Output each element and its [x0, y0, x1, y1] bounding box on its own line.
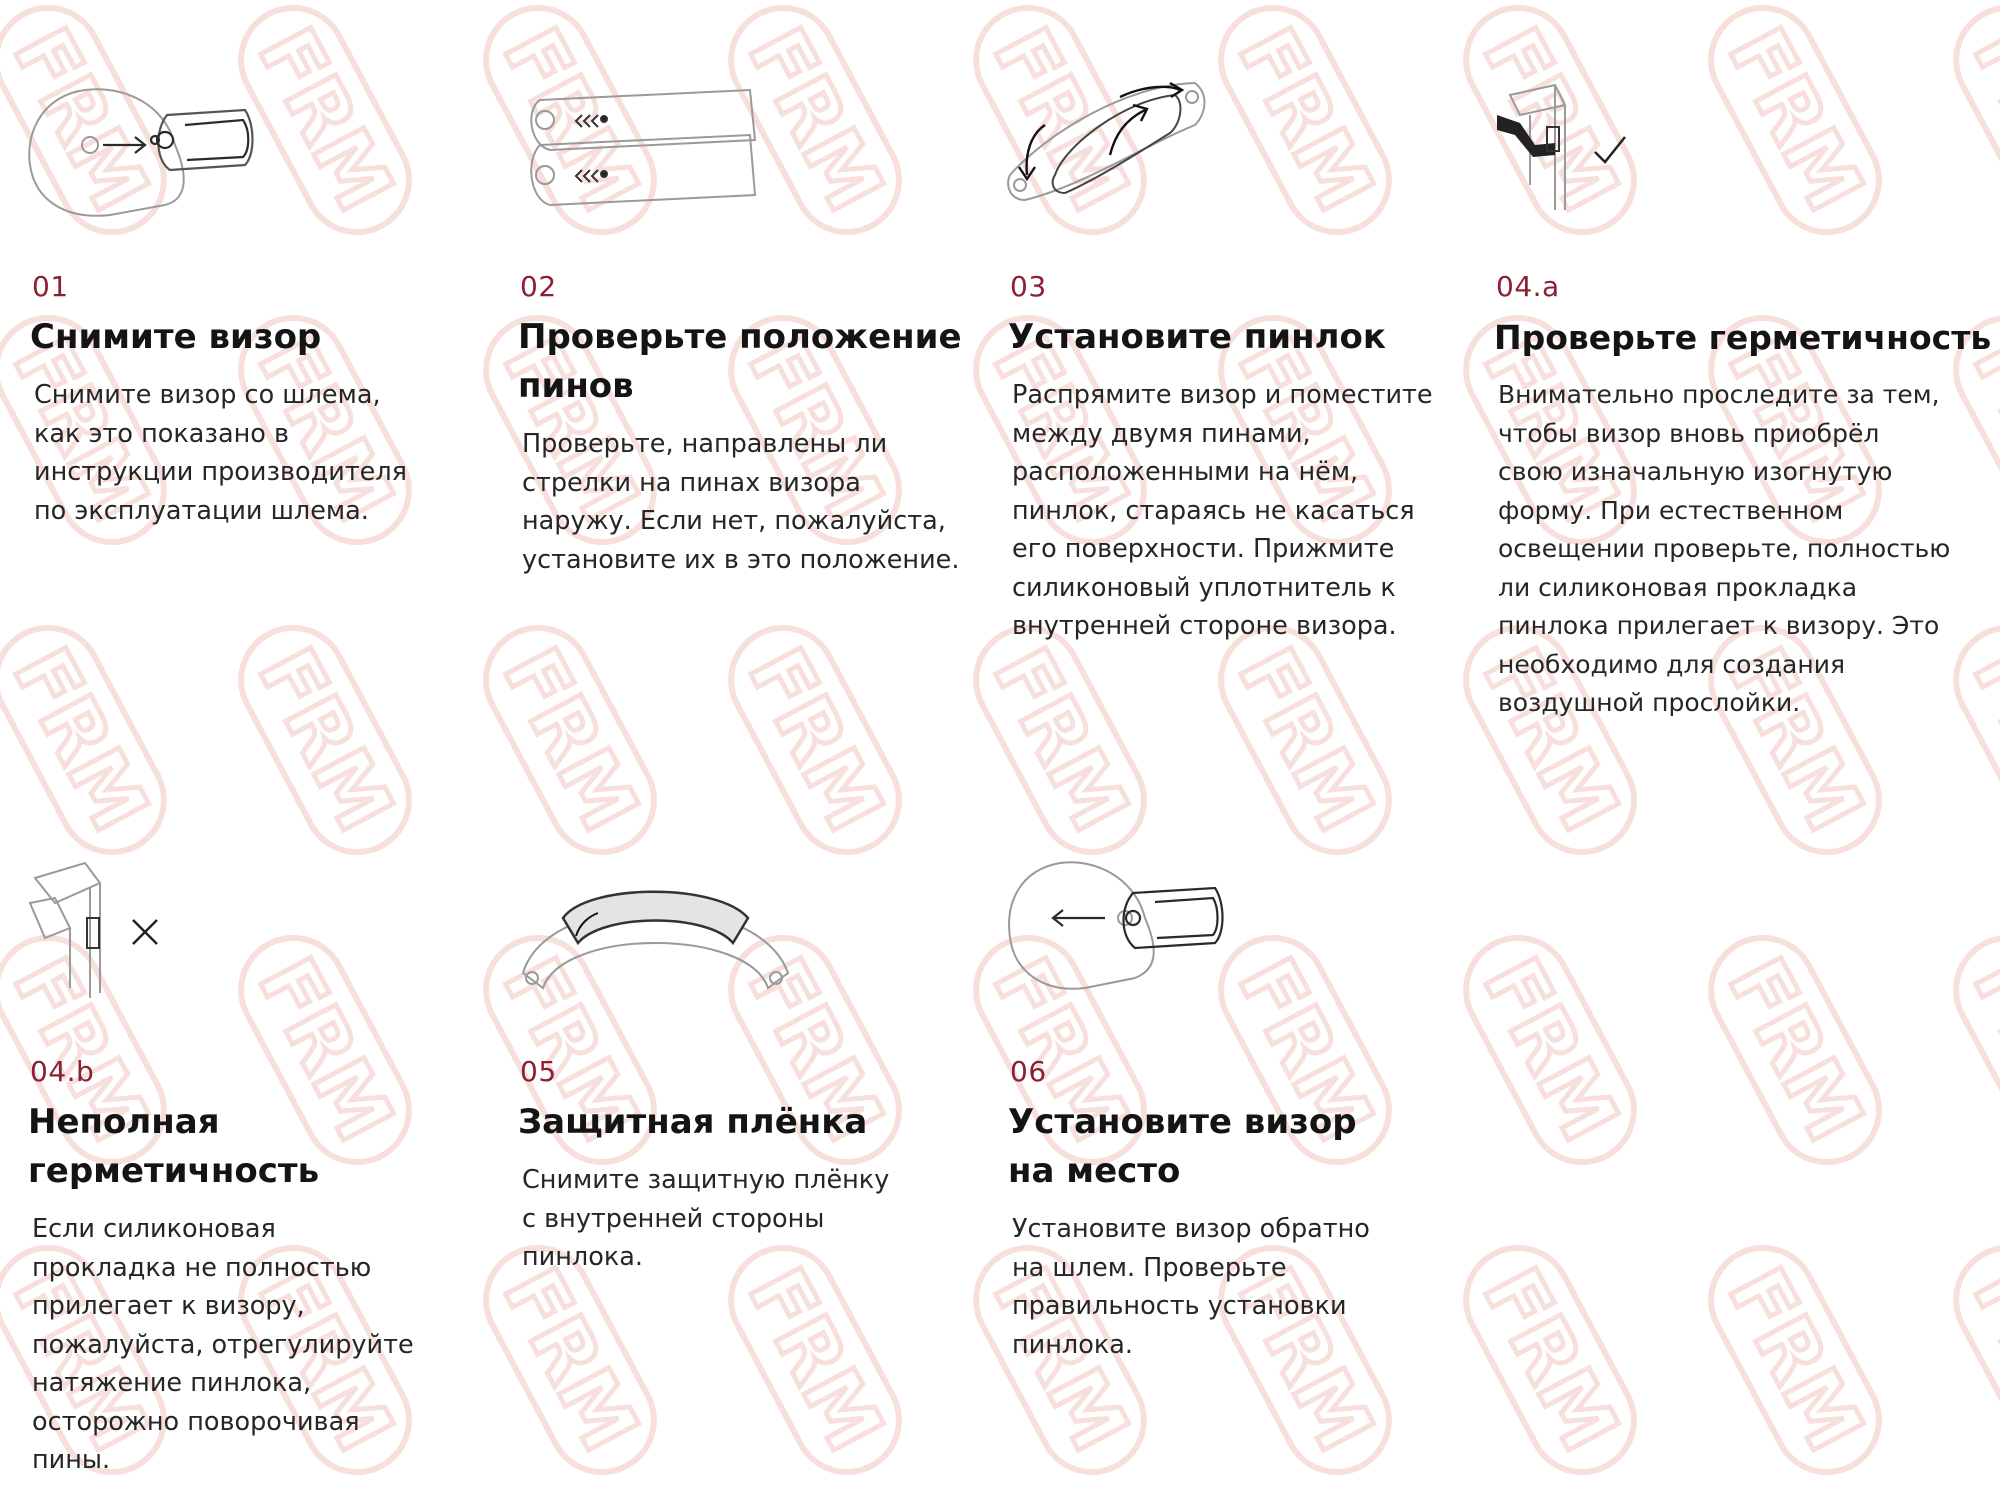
- desc-line: на шлем. Проверьте: [1012, 1252, 1287, 1283]
- visor-pins-arrows-icon: [520, 85, 760, 215]
- desc-line: наружу. Если нет, пожалуйста,: [522, 506, 946, 536]
- step-title: [30, 313, 470, 362]
- step-title: [28, 1098, 468, 1196]
- step-05: [518, 1055, 958, 1277]
- desc-line: ли силиконовая прокладка: [1498, 572, 1858, 602]
- desc-line: с внутренней стороны: [522, 1203, 825, 1234]
- desc-line: пинлока.: [1012, 1329, 1133, 1360]
- desc-line: расположенными на нём,: [1012, 457, 1359, 487]
- desc-line: пинлок, стараясь не касаться: [1012, 495, 1415, 526]
- step-04a: [1494, 270, 1994, 723]
- desc-line: инструкции производителя: [34, 457, 408, 487]
- desc-line: прокладка не полностью: [32, 1252, 372, 1283]
- desc-line: стрелки на пинах визора: [522, 467, 861, 498]
- step-description: [1012, 376, 1488, 646]
- desc-line: правильность установки: [1012, 1291, 1347, 1321]
- desc-line: пожалуйста, отрегулируйте: [32, 1329, 414, 1360]
- step-04b: [28, 1055, 468, 1480]
- desc-line: свою изначальную изогнутую: [1498, 457, 1893, 486]
- helmet-install-visor-icon: [1005, 858, 1235, 998]
- title-line: на место: [1008, 1151, 1181, 1191]
- desc-line: воздушной прослойки.: [1498, 688, 1801, 717]
- title-line: Проверьте положение: [518, 317, 962, 357]
- step-number: 02: [520, 270, 557, 303]
- desc-line: силиконовый уплотнитель к: [1012, 572, 1396, 603]
- title-line: Защитная плёнка: [518, 1102, 868, 1142]
- title-line: Снимите визор: [30, 317, 322, 357]
- seal-gap-cross-icon: [25, 858, 175, 1003]
- desc-line: чтобы визор вновь приобрёл: [1498, 418, 1880, 448]
- step-title: [1494, 313, 1994, 362]
- step-description: [32, 1210, 468, 1480]
- desc-line: установите их в это положение.: [522, 544, 960, 575]
- helmet-remove-visor-icon: [25, 85, 265, 225]
- desc-line: натяжение пинлока,: [32, 1368, 312, 1398]
- desc-line: прилегает к визору,: [32, 1291, 305, 1321]
- desc-line: Проверьте, направлены ли: [522, 429, 888, 459]
- desc-line: его поверхности. Прижмите: [1012, 534, 1395, 564]
- step-number: 05: [520, 1055, 557, 1088]
- pinlock-lens-film-icon: [518, 858, 793, 998]
- step-description: [34, 376, 470, 530]
- step-title: [1008, 1098, 1448, 1196]
- title-line: Проверьте герметичность: [1494, 318, 1992, 357]
- step-description: [1498, 376, 1994, 723]
- title-line: пинов: [518, 366, 634, 406]
- step-number: 04.a: [1496, 270, 1560, 303]
- step-02: [518, 270, 988, 579]
- desc-line: Распрямите визор и поместите: [1012, 380, 1433, 410]
- step-number: 06: [1010, 1055, 1047, 1088]
- desc-line: между двумя пинами,: [1012, 418, 1311, 449]
- desc-line: Снимите визор со шлема,: [34, 380, 381, 410]
- title-line: Установите визор: [1008, 1102, 1357, 1142]
- desc-line: необходимо для создания: [1498, 649, 1845, 679]
- desc-line: Если силиконовая: [32, 1214, 276, 1244]
- step-06: [1008, 1055, 1448, 1364]
- desc-line: осторожно поворочивая: [32, 1406, 360, 1437]
- desc-line: пины.: [32, 1445, 111, 1475]
- desc-line: Установите визор обратно: [1012, 1214, 1370, 1244]
- title-line: Установите пинлок: [1008, 317, 1386, 357]
- step-03: [1008, 270, 1488, 646]
- desc-line: по эксплуатации шлема.: [34, 495, 369, 526]
- desc-line: внутренней стороне визора.: [1012, 611, 1397, 641]
- step-number: 03: [1010, 270, 1047, 303]
- seal-ok-check-icon: [1495, 75, 1645, 215]
- step-description: [522, 425, 988, 579]
- step-title: [1008, 313, 1488, 362]
- step-number: 01: [32, 270, 69, 303]
- step-number: 04.b: [30, 1055, 95, 1088]
- title-line: Неполная: [28, 1102, 220, 1142]
- step-description: [522, 1161, 958, 1277]
- step-title: [518, 313, 988, 411]
- desc-line: пинлока прилегает к визору. Это: [1498, 611, 1940, 640]
- visor-pinlock-insert-icon: [1005, 75, 1215, 215]
- desc-line: как это показано в: [34, 418, 289, 449]
- step-01: [30, 270, 470, 530]
- desc-line: Снимите защитную плёнку: [522, 1165, 890, 1195]
- desc-line: освещении проверьте, полностью: [1498, 534, 1951, 563]
- step-title: [518, 1098, 958, 1147]
- step-description: [1012, 1210, 1448, 1364]
- desc-line: пинлока.: [522, 1242, 643, 1272]
- desc-line: форму. При естественном: [1498, 495, 1844, 525]
- desc-line: Внимательно проследите за тем,: [1498, 380, 1940, 409]
- title-line: герметичность: [28, 1151, 320, 1191]
